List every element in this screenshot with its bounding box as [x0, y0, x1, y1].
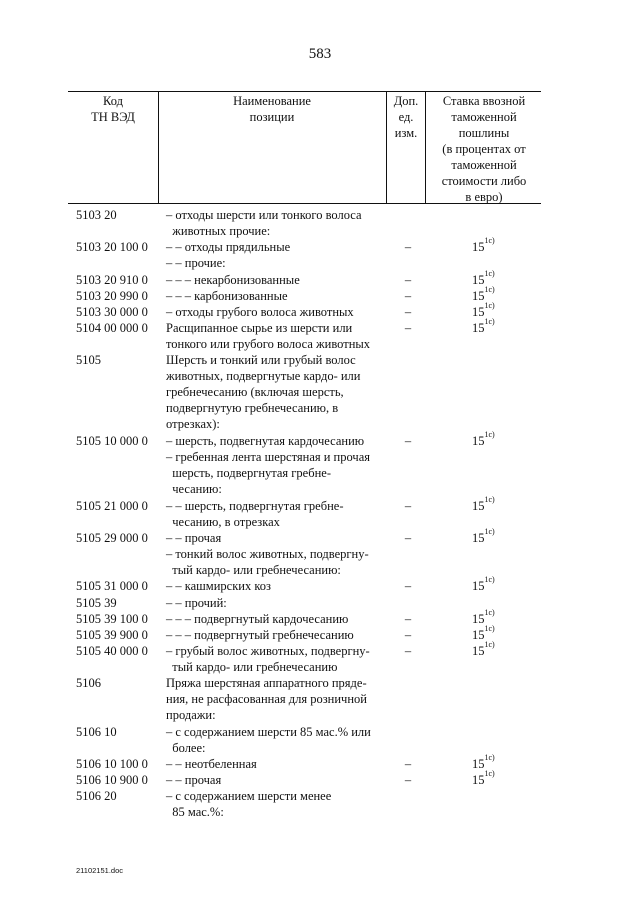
header-name-line: Наименование: [233, 94, 311, 108]
duty-rate: [472, 494, 495, 514]
tnved-code: 5105 10 000 0: [76, 434, 148, 449]
position-name-line: – – кашмирских коз: [166, 579, 271, 594]
position-name-line: чесанию, в отрезках: [166, 514, 280, 529]
position-name-line: – – – карбонизованные: [166, 288, 288, 303]
tnved-code: 5105 21 000 0: [76, 498, 148, 513]
position-name: [166, 498, 390, 530]
position-name-line: – – – подвергнутый кардочесанию: [166, 611, 349, 626]
duty-rate-footnote: 1c): [484, 640, 495, 650]
position-name-line: животных прочие:: [166, 224, 271, 238]
position-name-line: подвергнутую гребнечесанию, в: [166, 401, 339, 416]
position-name-line: – с содержанием шерсти менее: [166, 789, 332, 804]
additional-unit: –: [404, 627, 412, 642]
position-name-line: – – прочий:: [166, 595, 227, 610]
position-name-line: – тонкий волос животных, подвергну-: [166, 547, 369, 562]
additional-unit: –: [404, 321, 412, 336]
position-name: [166, 272, 390, 288]
duty-rate-value: 15: [472, 272, 485, 287]
duty-rate-value: 15: [472, 611, 485, 626]
header-unit: [387, 93, 425, 141]
position-name: [166, 288, 390, 304]
tnved-code: 5106: [76, 676, 101, 691]
position-name-line: – – – подвергнутый гребнечесанию: [166, 627, 354, 642]
position-name: [166, 724, 390, 756]
position-name-line: – отходы грубого волоса животных: [166, 304, 354, 319]
additional-unit: –: [404, 240, 412, 255]
position-name-line: – – прочие:: [166, 256, 226, 271]
position-name: [166, 772, 390, 788]
additional-unit: –: [404, 288, 412, 303]
duty-rate-value: 15: [472, 627, 485, 642]
duty-rate-footnote: 1c): [484, 769, 495, 779]
tnved-code: 5105 29 000 0: [76, 531, 148, 545]
header-rate-line: пошлины: [458, 126, 510, 140]
position-name-line: 85 мас.%:: [166, 805, 224, 820]
position-name-line: продажи:: [166, 708, 216, 723]
position-name-line: животных, подвергнутые кардо- или: [166, 369, 361, 384]
position-name: [166, 546, 390, 578]
header-code-line: ТН ВЭД: [91, 110, 135, 124]
duty-rate-footnote: 1c): [484, 236, 495, 246]
additional-unit: –: [404, 579, 412, 594]
position-name-line: – – – некарбонизованные: [166, 272, 300, 287]
position-name: [166, 239, 390, 255]
position-name-line: – – шерсть, подвергнутая гребне-: [166, 498, 344, 513]
duty-rate-footnote: 1c): [484, 430, 495, 440]
additional-unit: –: [404, 498, 412, 513]
position-name: [166, 449, 390, 497]
position-name: [166, 320, 390, 352]
header-name-line: позиции: [249, 110, 295, 124]
duty-rate: [472, 640, 495, 659]
tnved-code: 5106 20: [76, 789, 117, 804]
tnved-code: 5105 31 000 0: [76, 579, 148, 594]
position-name-line: гребнечесанию (включая шерсть,: [166, 385, 344, 400]
duty-rate-footnote: 1c): [484, 575, 495, 585]
tnved-code: 5103 20 100 0: [76, 240, 148, 255]
position-name-line: – – прочая: [166, 773, 222, 788]
duty-rate: [472, 769, 495, 788]
duty-rate: [472, 430, 495, 449]
duty-rate-value: 15: [472, 773, 485, 788]
duty-rate-value: 15: [472, 434, 485, 449]
position-name-line: Шерсть и тонкий или грубый волос: [166, 353, 356, 368]
tnved-code: 5106 10 900 0: [76, 773, 148, 788]
header-code: [70, 93, 156, 125]
position-name: [166, 433, 390, 449]
duty-rate-value: 15: [472, 498, 485, 513]
header-rate-line: таможенной: [451, 158, 517, 172]
duty-rate: [472, 236, 495, 255]
duty-rate-footnote: 1c): [484, 607, 495, 617]
position-name-line: – – прочая: [166, 531, 222, 545]
additional-unit: –: [404, 434, 412, 449]
duty-rate-value: 15: [472, 304, 485, 319]
tnved-code: 5105 39 100 0: [76, 611, 148, 626]
position-name-line: Пряжа шерстяная аппаратного пряде-: [166, 676, 367, 691]
position-name: [166, 207, 390, 239]
header-rate-line: стоимости либо: [441, 174, 527, 188]
position-name: [166, 643, 390, 675]
header-rate-line: Ставка ввозной: [442, 94, 526, 108]
duty-rate-value: 15: [472, 240, 485, 255]
position-name-line: – – неотбеленная: [166, 757, 257, 772]
position-name-line: более:: [166, 740, 206, 755]
position-name-line: – грубый волос животных, подвергну-: [166, 644, 370, 659]
header-unit-line: ед.: [398, 110, 414, 124]
tnved-code: 5106 10 100 0: [76, 757, 148, 772]
additional-unit: –: [404, 531, 412, 545]
position-name-line: – с содержанием шерсти 85 мас.% или: [166, 724, 371, 739]
position-name-line: тый кардо- или гребнечесанию:: [166, 563, 341, 578]
column-divider-1: [158, 91, 159, 203]
position-name: [166, 756, 390, 772]
header-rate: [427, 93, 541, 205]
tnved-code: 5105: [76, 353, 101, 368]
position-name: [166, 304, 390, 320]
additional-unit: –: [404, 773, 412, 788]
page-number: 583: [308, 46, 332, 62]
header-rate-line: (в процентах от: [442, 142, 526, 156]
duty-rate-footnote: 1c): [484, 284, 495, 294]
duty-rate-footnote: 1c): [484, 494, 495, 504]
header-name: [160, 93, 384, 125]
tnved-code: 5103 20 910 0: [76, 272, 148, 287]
position-name-line: чесанию:: [166, 482, 222, 497]
tnved-code: 5103 30 000 0: [76, 304, 148, 319]
duty-rate-value: 15: [472, 579, 485, 594]
position-name-line: тый кардо- или гребнечесанию: [166, 660, 338, 675]
tnved-code: 5105 39: [76, 595, 117, 610]
tnved-code: 5104 00 000 0: [76, 321, 148, 336]
column-divider-3: [425, 91, 426, 203]
tnved-code: 5105 40 000 0: [76, 644, 148, 659]
header-unit-line: Доп.: [393, 94, 419, 108]
duty-rate-value: 15: [472, 288, 485, 303]
tnved-code: 5106 10: [76, 724, 117, 739]
position-name-line: Расщипанное сырье из шерсти или: [166, 321, 353, 336]
additional-unit: –: [404, 272, 412, 287]
position-name-line: шерсть, подвергнутая гребне-: [166, 466, 331, 481]
position-name-line: – шерсть, подвегнутая кардочесанию: [166, 434, 365, 449]
position-name: [166, 611, 390, 627]
header-code-line: Код: [103, 94, 123, 108]
duty-rate: [472, 527, 495, 546]
position-name: [166, 578, 390, 594]
duty-rate-value: 15: [472, 321, 485, 336]
position-name-line: – гребенная лента шерстяная и прочая: [166, 450, 371, 465]
header-rate-line: таможенной: [451, 110, 517, 124]
additional-unit: –: [404, 757, 412, 772]
header-rate-line: в евро): [465, 190, 503, 204]
position-name-line: – – отходы прядильные: [166, 240, 291, 255]
duty-rate-footnote: 1c): [484, 268, 495, 278]
tnved-code: 5103 20: [76, 208, 117, 222]
position-name-line: ния, не расфасованная для розничной: [166, 692, 367, 707]
duty-rate-footnote: 1c): [484, 317, 495, 327]
position-name: [166, 530, 390, 546]
duty-rate-footnote: 1c): [484, 527, 495, 536]
position-name: [166, 788, 390, 820]
position-name: [166, 675, 390, 723]
position-name: [166, 627, 390, 643]
position-name-line: отрезках):: [166, 417, 220, 432]
additional-unit: –: [404, 304, 412, 319]
duty-rate-footnote: 1c): [484, 300, 495, 310]
position-name-line: – отходы шерсти или тонкого волоса: [166, 208, 362, 222]
duty-rate-footnote: 1c): [484, 753, 495, 763]
additional-unit: –: [404, 611, 412, 626]
duty-rate: [472, 317, 495, 336]
duty-rate-footnote: 1c): [484, 623, 495, 633]
footer-filename: 21102151.doc: [76, 866, 123, 875]
tnved-code: 5103 20 990 0: [76, 288, 148, 303]
duty-rate: [472, 575, 495, 594]
additional-unit: –: [404, 644, 412, 659]
tnved-code: 5105 39 900 0: [76, 627, 148, 642]
header-unit-line: изм.: [394, 126, 418, 140]
duty-rate-value: 15: [472, 644, 485, 659]
duty-rate-value: 15: [472, 757, 485, 772]
header-top-rule: [68, 91, 541, 92]
position-name: [166, 352, 390, 432]
position-name: [166, 595, 390, 611]
duty-rate-value: 15: [472, 531, 485, 545]
position-name: [166, 255, 390, 271]
position-name-line: тонкого или грубого волоса животных: [166, 337, 371, 352]
